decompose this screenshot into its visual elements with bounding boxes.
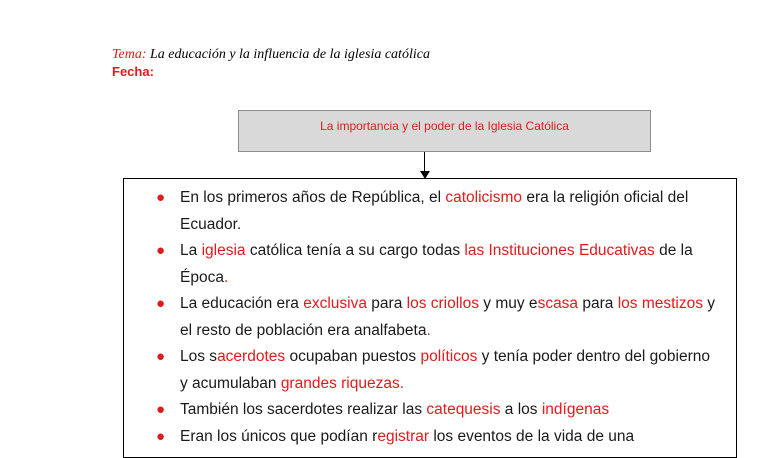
bullet-text: para <box>366 295 407 312</box>
bullet-text: a los <box>500 401 542 418</box>
highlighted-text: acerdotes <box>217 348 286 365</box>
bullet-text: era la religión oficial del Ecuador. <box>180 189 689 233</box>
bullet-item <box>152 291 722 344</box>
topic-line <box>112 46 430 64</box>
bullet-text: Eran los únicos que podían r <box>180 427 378 445</box>
bullet-item <box>152 344 722 397</box>
bullet-icon: ● <box>156 295 166 312</box>
content-box <box>123 178 737 458</box>
document-header <box>112 46 430 80</box>
bullet-icon: ● <box>156 189 166 206</box>
topic-label: Tema: <box>112 47 147 62</box>
highlighted-text: catequesis <box>426 401 501 418</box>
bullet-icon: ● <box>156 401 166 418</box>
bullet-item <box>152 238 722 291</box>
bullet-icon: ● <box>156 348 166 365</box>
bullet-text: y tenía poder dentro del gobierno y acumulaban <box>180 348 710 392</box>
highlighted-text: egistrar <box>377 427 430 445</box>
bullet-text: ocupaban puestos <box>285 348 421 365</box>
diagram-title-box <box>238 110 651 152</box>
bullet-icon: ● <box>156 427 166 445</box>
bullet-text: La educación era <box>180 295 304 312</box>
highlighted-text: indígenas <box>541 401 610 418</box>
highlighted-text: exclusiva <box>303 295 367 312</box>
bullet-text: y muy e <box>478 295 538 312</box>
highlighted-text: scasa <box>537 295 579 312</box>
date-label: Fecha: <box>112 64 154 79</box>
bullet-text: En los primeros años de República, el <box>180 189 446 206</box>
topic-text: La educación y la influencia de la iglesia católica <box>146 47 430 62</box>
bullet-item <box>152 397 722 424</box>
bullet-item <box>152 424 722 451</box>
highlighted-text: las Instituciones Educativas <box>464 242 655 259</box>
highlighted-text: catolicismo <box>445 189 523 206</box>
bullet-icon: ● <box>156 242 166 259</box>
bullet-text: de la Época <box>180 242 693 286</box>
bullet-text: La <box>180 242 202 259</box>
bullet-text: Los s <box>180 348 218 365</box>
diagram-title: La importancia y el poder de la Iglesia Católica <box>320 119 569 133</box>
bullet-list <box>152 185 722 450</box>
highlighted-text: iglesia <box>201 242 246 259</box>
bullet-text: los eventos de la vida de una <box>429 427 635 445</box>
bullet-text: católica tenía a su cargo todas <box>245 242 465 259</box>
bullet-text: para <box>578 295 618 312</box>
connector-arrow-line <box>424 152 425 172</box>
highlighted-text: grandes riquezas. <box>280 374 405 392</box>
bullet-text: También los sacerdotes realizar las <box>180 401 427 418</box>
highlighted-text: . <box>223 268 229 286</box>
highlighted-text: los mestizos <box>617 295 703 312</box>
bullet-item <box>152 185 722 238</box>
highlighted-text: . <box>426 321 431 339</box>
highlighted-text: los criollos <box>406 295 479 312</box>
bullet-text: y el resto de población era analfabeta <box>180 295 716 339</box>
highlighted-text: políticos <box>420 348 478 365</box>
